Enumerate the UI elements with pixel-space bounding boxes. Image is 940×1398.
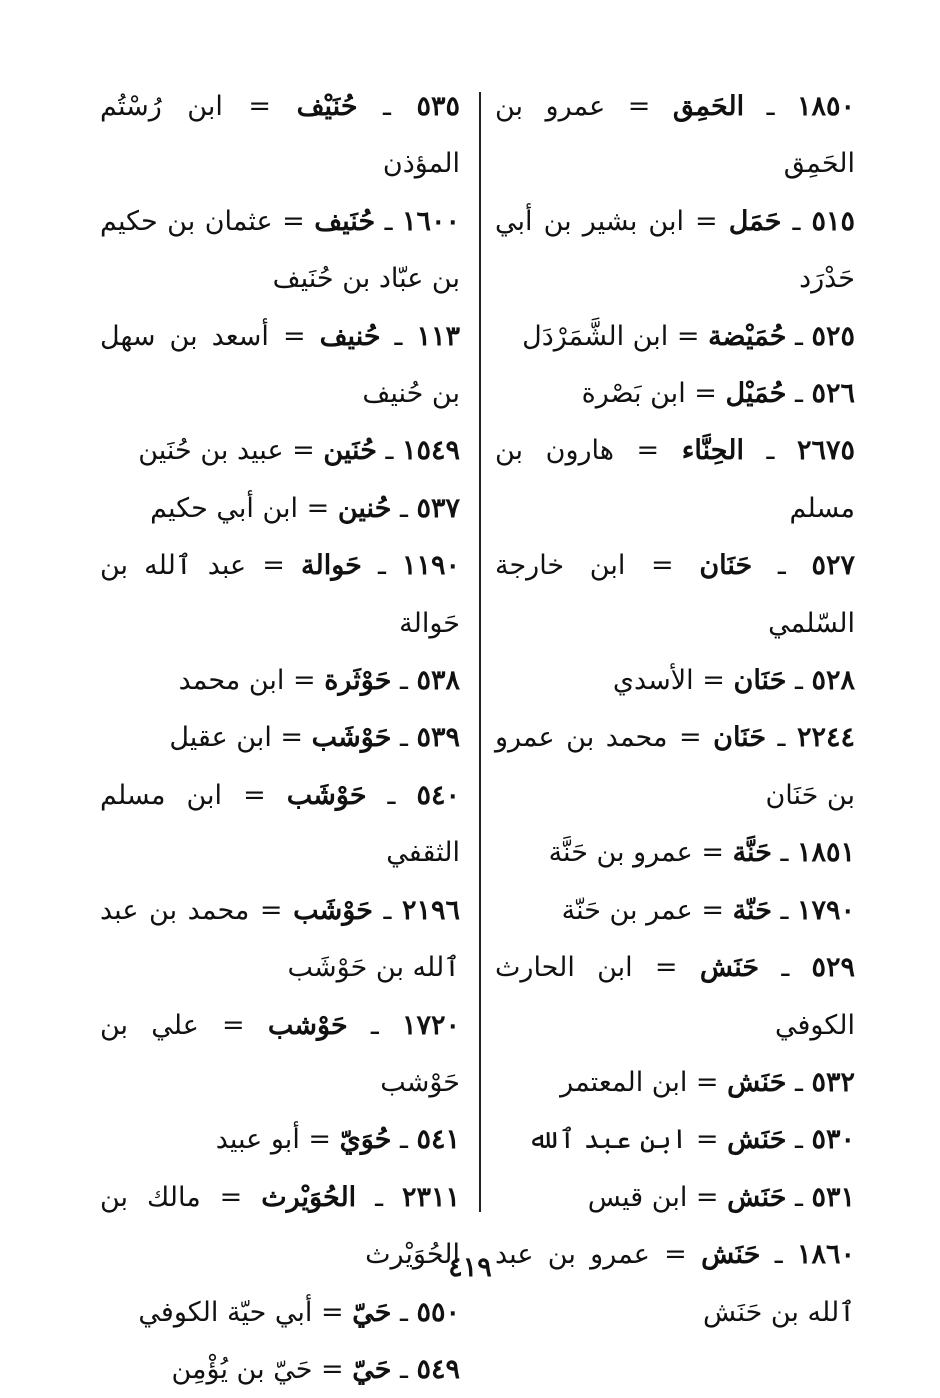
entry-text: هارون بن مسلم	[495, 435, 855, 524]
entry-text: ابن عقيل	[169, 722, 272, 754]
entry-text: أبو عبيد	[215, 1124, 300, 1156]
index-entry: ٥٢٨ ـ حَنَان = الأسدي	[612, 665, 855, 697]
entry-text: ابن أبي حكيم	[150, 492, 299, 524]
entry-text: ابن الحارث الكوفي	[495, 952, 855, 1041]
entry-number: ١٧٩٠	[796, 894, 855, 926]
entry-text: أبي حيّة الكوفي	[138, 1296, 313, 1328]
entry-name: حُنين	[337, 492, 392, 524]
entry-text: عمرو بن حَنَّة	[548, 837, 693, 869]
entry-number: ٥٤٠	[416, 779, 461, 811]
index-entry: ٥٣٢ ـ حَنَش = ابن المعتمر	[560, 1066, 855, 1098]
entry-number: ١٥٤٩	[401, 435, 460, 467]
entry-number: ٥٣١	[811, 1181, 855, 1213]
entry-name: حَنَان	[733, 665, 787, 697]
entry-text: ابن بَصْرة	[581, 378, 686, 410]
entry-name: حُنَيْف	[296, 91, 358, 122]
entry-name: حَوالة	[301, 550, 362, 582]
entry-name: حَيّ	[352, 1296, 392, 1328]
right-column	[495, 78, 855, 1341]
index-entry: ٥٢٧ ـ حَنَان = ابن خارجة السّلمي	[495, 550, 855, 639]
entry-text: عبد ٱلله بن حَوالة	[100, 550, 460, 639]
entry-number: ٥٤٩	[416, 1353, 460, 1385]
entry-text: عثمان بن حكيم بن عبّاد بن حُنَيف	[100, 205, 460, 295]
index-entry: ٥٤٩ ـ حَيّ = حَيّ بن يُؤْمِن	[171, 1353, 460, 1385]
entry-name: حَنَش	[727, 1124, 787, 1156]
entry-name: حَنّة	[732, 894, 772, 926]
entry-text: ابن قيس	[587, 1181, 688, 1213]
entry-name: حُمَيْل	[725, 378, 787, 410]
entry-number: ٥٢٩	[811, 952, 856, 984]
index-entry: ١٧٢٠ ـ حَوْشب = علي بن حَوْشب	[100, 1009, 460, 1098]
entry-text: عبيد بن حُنَين	[138, 435, 284, 467]
entry-name: حَنَان	[713, 722, 767, 754]
index-entry: ١٨٥١ ـ حَنَّة = عمرو بن حَنَّة	[548, 837, 855, 869]
entry-number: ٥٣٩	[416, 722, 460, 754]
entry-number: ٥٤١	[416, 1124, 460, 1156]
entry-name: الحِنَّاء	[681, 435, 744, 467]
entry-number: ٥٣٨	[416, 665, 460, 697]
entry-text: ابن عبد ٱلله	[527, 1124, 688, 1156]
page-number: ٤١٩	[448, 1252, 492, 1283]
entry-number: ٥٢٨	[811, 665, 855, 697]
entry-text: عمرو بن عبد ٱلله بن حَنَش	[495, 1239, 855, 1328]
entry-number: ٥٣٠	[811, 1124, 855, 1156]
entry-number: ١٧٢٠	[401, 1009, 460, 1041]
entry-text: أسعد بن سهل بن حُنيف	[100, 320, 460, 410]
index-entry: ٥٣٥ ـ حُنَيْف = ابن رُسْتُم المؤذن	[100, 91, 461, 180]
entry-name: الحُوَيْرث	[261, 1181, 357, 1213]
entry-number: ٥٣٧	[416, 492, 460, 524]
entry-text: محمد بن عبد ٱلله بن حَوْشَب	[100, 894, 460, 984]
entry-text: محمد بن عمرو بن حَنَان	[495, 722, 855, 811]
index-entry: ٢٦٧٥ ـ الحِنَّاء = هارون بن مسلم	[495, 435, 855, 524]
left-column	[100, 78, 460, 1398]
entry-text: حَيّ بن يُؤْمِن	[171, 1353, 313, 1385]
index-entry: ١٧٩٠ ـ حَنّة = عمر بن حَنّة	[561, 894, 855, 926]
index-entry: ٥٣٧ ـ حُنين = ابن أبي حكيم	[150, 492, 460, 524]
index-entry: ٥٥٠ ـ حَيّ = أبي حيّة الكوفي	[138, 1296, 460, 1328]
entry-name: حُنَين	[323, 435, 377, 467]
index-entry: ١٥٤٩ ـ حُنَين = عبيد بن حُنَين	[138, 435, 460, 467]
entry-name: حَنَش	[701, 1239, 761, 1271]
entry-name: الحَمِق	[672, 91, 745, 122]
entry-number: ١١٣	[416, 320, 460, 352]
entry-text: ابن خارجة السّلمي	[495, 550, 855, 639]
index-entry: ٢٢٤٤ ـ حَنَان = محمد بن عمرو بن حَنَان	[495, 722, 856, 811]
entry-number: ٢٣١١	[402, 1181, 461, 1213]
entry-number: ١٨٥٠	[797, 91, 856, 122]
entry-number: ٥٣٥	[416, 91, 461, 122]
entry-text: الأسدي	[612, 665, 694, 697]
index-entry: ٢٣١١ ـ الحُوَيْرث = مالك بن الحُوَيْرث	[100, 1181, 461, 1271]
entry-number: ٥٢٧	[811, 550, 855, 582]
index-entry: ١١٣ ـ حُنيف = أسعد بن سهل بن حُنيف	[100, 320, 460, 410]
index-entry: ٥٣٠ ـ حَنَش = ابن عبد ٱلله	[527, 1124, 855, 1156]
entry-number: ١٦٠٠	[401, 205, 460, 237]
entry-name: حُوَيّ	[339, 1124, 392, 1156]
index-entry: ٥٣٩ ـ حَوْشَب = ابن عقيل	[169, 722, 460, 754]
index-entry: ٥٢٩ ـ حَنَش = ابن الحارث الكوفي	[495, 952, 856, 1041]
entry-number: ٢٦٧٥	[796, 435, 855, 467]
entry-number: ٥٥٠	[416, 1296, 460, 1328]
column-divider	[479, 92, 481, 1212]
index-entry: ٥٢٦ ـ حُمَيْل = ابن بَصْرة	[581, 378, 855, 410]
entry-text: ابن بشير بن أبي حَدْرَد	[495, 205, 855, 295]
index-entry: ٥١٥ ـ حَمَل = ابن بشير بن أبي حَدْرَد	[495, 205, 855, 295]
entry-name: حَنَش	[699, 952, 760, 984]
entry-name: حُنيف	[319, 320, 381, 352]
index-entry: ١١٩٠ ـ حَوالة = عبد ٱلله بن حَوالة	[100, 550, 460, 639]
entry-number: ٥٣٢	[811, 1066, 855, 1098]
entry-number: ٥٢٦	[811, 378, 855, 410]
entry-number: ٢٢٤٤	[797, 722, 856, 754]
entry-number: ٥١٥	[811, 205, 855, 237]
entry-name: حُنَيف	[314, 205, 376, 237]
index-entry: ١٨٥٠ ـ الحَمِق = عمرو بن الحَمِق	[495, 91, 856, 180]
index-entry: ٥٣٨ ـ حَوْثَرة = ابن محمد	[178, 665, 460, 697]
entry-number: ١١٩٠	[401, 550, 460, 582]
index-entry: ٥٢٥ ـ حُمَيْضة = ابن الشَّمَرْدَل	[522, 320, 855, 352]
entry-name: حَيّ	[352, 1353, 392, 1385]
entry-name: حَوْثَرة	[324, 665, 392, 697]
entry-name: حُمَيْضة	[708, 320, 787, 352]
index-entry: ١٨٦٠ ـ حَنَش = عمرو بن عبد ٱلله بن حَنَش	[495, 1239, 855, 1328]
entry-name: حَنَان	[699, 550, 753, 582]
entry-number: ٥٢٥	[811, 320, 855, 352]
index-entry: ٢١٩٦ ـ حَوْشَب = محمد بن عبد ٱلله بن حَوْشَب	[100, 894, 461, 984]
entry-name: حَنَش	[727, 1066, 787, 1098]
entry-text: علي بن حَوْشب	[100, 1009, 460, 1098]
entry-text: ابن رُسْتُم المؤذن	[100, 91, 460, 180]
entry-number: ١٨٥١	[796, 837, 855, 869]
entry-text: عمرو بن الحَمِق	[495, 91, 855, 180]
entry-name: حَوْشب	[267, 1009, 348, 1041]
index-entry: ٥٤٠ ـ حَوْشَب = ابن مسلم الثقفي	[100, 779, 461, 869]
entry-number: ٢١٩٦	[402, 894, 461, 926]
entry-text: ابن المعتمر	[560, 1066, 688, 1098]
entry-name: حَوْشَب	[286, 779, 367, 811]
entry-name: حَوْشَب	[311, 722, 392, 754]
index-entry: ١٦٠٠ ـ حُنَيف = عثمان بن حكيم بن عبّاد بن حُنَيف	[100, 205, 460, 295]
index-entry: ٥٤١ ـ حُوَيّ = أبو عبيد	[215, 1124, 460, 1156]
entry-text: ابن مسلم الثقفي	[100, 779, 460, 869]
entry-number: ١٨٦٠	[796, 1239, 855, 1271]
entry-text: ابن محمد	[178, 665, 285, 697]
index-entry: ٥٣١ ـ حَنَش = ابن قيس	[587, 1181, 855, 1213]
entry-text: مالك بن الحُوَيْرث	[100, 1181, 460, 1271]
entry-text: عمر بن حَنّة	[561, 894, 693, 926]
entry-name: حَمَل	[728, 205, 782, 237]
entry-name: حَوْشَب	[293, 894, 373, 926]
entry-name: حَنَّة	[732, 837, 772, 869]
entry-text: ابن الشَّمَرْدَل	[522, 320, 669, 352]
entry-name: حَنَش	[727, 1181, 787, 1213]
